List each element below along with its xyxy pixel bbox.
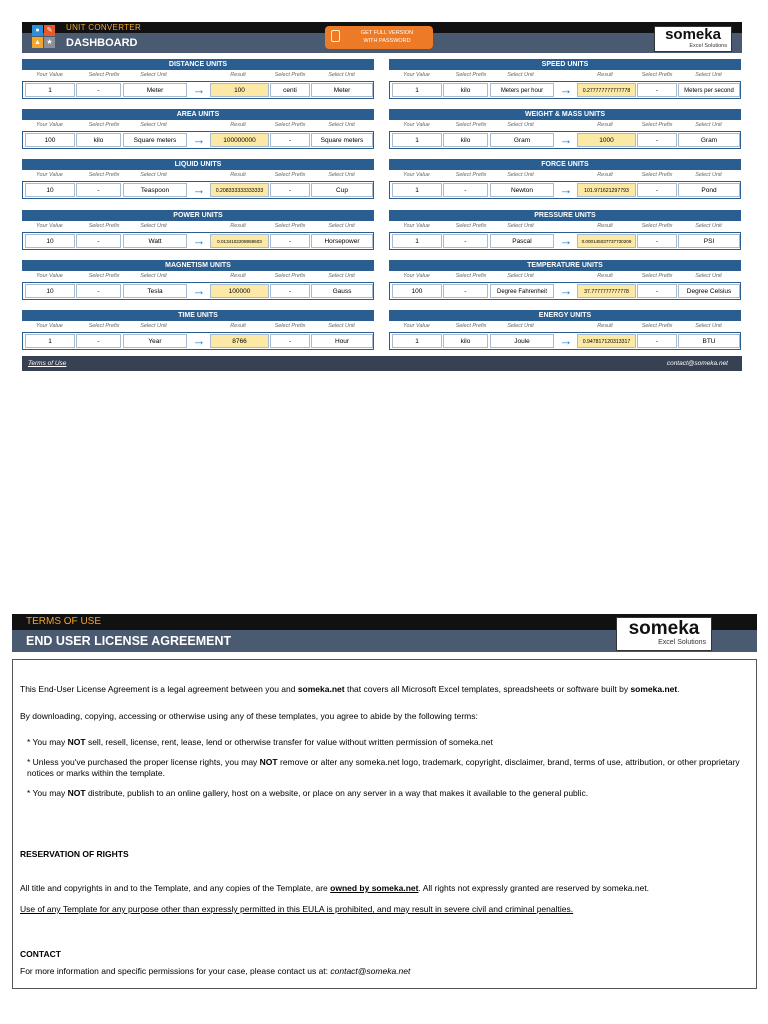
select-unit-dropdown[interactable]: Meters per hour xyxy=(490,83,554,97)
logo-tagline: Excel Solutions xyxy=(689,43,727,49)
select-unit-dropdown[interactable]: Watt xyxy=(123,234,187,248)
column-header-select-unit: Select Unit xyxy=(507,273,534,279)
reservation-heading: RESERVATION OF RIGHTS xyxy=(20,849,129,859)
column-header-select-prefix: Select Prefix xyxy=(274,223,306,229)
your-value-input[interactable]: 1 xyxy=(392,183,442,197)
arrow-right-icon: → xyxy=(559,283,573,298)
result-unit-dropdown[interactable]: PSI xyxy=(678,234,740,248)
select-prefix-dropdown[interactable]: - xyxy=(76,334,121,348)
result-unit-dropdown[interactable]: Pond xyxy=(678,183,740,197)
your-value-input[interactable]: 10 xyxy=(25,234,75,248)
contact-text: For more information and specific permissions for your case, please contact us at: xyxy=(20,966,331,976)
column-header-select-unit: Select Unit xyxy=(328,72,355,78)
result-unit-dropdown[interactable]: Meter xyxy=(311,83,373,97)
select-prefix-dropdown[interactable]: kilo xyxy=(443,334,488,348)
select-unit-dropdown[interactable]: Teaspoon xyxy=(123,183,187,197)
result-unit-dropdown[interactable]: BTU xyxy=(678,334,740,348)
converter-panel-weight-mass-units xyxy=(389,109,741,149)
column-header-your-value: Your Value xyxy=(36,273,63,279)
your-value-input[interactable]: 1 xyxy=(25,334,75,348)
column-header-result: Result xyxy=(230,273,246,279)
column-header-result: Result xyxy=(230,323,246,329)
intro-text: . xyxy=(677,684,680,694)
converter-panel-energy-units xyxy=(389,310,741,350)
result-value: 37.7777777777778 xyxy=(577,284,636,298)
column-headers xyxy=(389,321,741,332)
panel-title: POWER UNITS xyxy=(22,210,374,221)
dashboard-footer xyxy=(22,356,742,371)
panel-title: LIQUID UNITS xyxy=(22,159,374,170)
arrow-right-icon: → xyxy=(192,82,206,97)
column-header-result: Result xyxy=(597,323,613,329)
arrow-right-icon: → xyxy=(559,82,573,97)
rule-emphasis: NOT xyxy=(67,737,86,747)
eula-body xyxy=(12,659,757,989)
column-header-select-prefix: Select Prefix xyxy=(88,172,120,178)
converter-row xyxy=(22,131,374,149)
column-header-result: Result xyxy=(597,273,613,279)
select-unit-dropdown[interactable]: Square meters xyxy=(123,133,187,147)
converter-panel-temperature-units xyxy=(389,260,741,300)
result-prefix-dropdown[interactable]: - xyxy=(270,183,310,197)
column-header-select-unit: Select Unit xyxy=(507,223,534,229)
column-header-select-prefix: Select Prefix xyxy=(641,223,673,229)
contact-heading: CONTACT xyxy=(20,949,61,959)
eula-rule-1 xyxy=(27,737,752,748)
column-header-select-prefix: Select Prefix xyxy=(455,223,487,229)
column-header-select-unit: Select Unit xyxy=(695,273,722,279)
column-header-your-value: Your Value xyxy=(36,223,63,229)
column-header-select-unit: Select Unit xyxy=(328,273,355,279)
arrow-right-icon: → xyxy=(192,182,206,197)
column-header-select-unit: Select Unit xyxy=(695,223,722,229)
your-value-input[interactable]: 1 xyxy=(392,234,442,248)
result-prefix-dropdown[interactable]: - xyxy=(637,284,677,298)
rule-text: sell, resell, license, rent, lease, lend or otherwise transfer for value without written permission of someka.net xyxy=(85,737,493,747)
terms-of-use-link[interactable]: Terms of Use xyxy=(28,360,67,367)
column-header-select-unit: Select Unit xyxy=(695,72,722,78)
column-header-select-prefix: Select Prefix xyxy=(641,72,673,78)
column-header-select-unit: Select Unit xyxy=(507,172,534,178)
column-headers xyxy=(389,221,741,232)
result-prefix-dropdown[interactable]: centi xyxy=(270,83,310,97)
result-value: 100000000 xyxy=(210,133,269,147)
converter-row xyxy=(22,81,374,99)
result-value: 0.947817120313317 xyxy=(577,334,636,348)
column-headers xyxy=(22,221,374,232)
eula-title: END USER LICENSE AGREEMENT xyxy=(26,634,232,648)
column-header-select-prefix: Select Prefix xyxy=(88,72,120,78)
converter-panel-time-units xyxy=(22,310,374,350)
column-header-your-value: Your Value xyxy=(403,172,430,178)
lock-icon xyxy=(331,30,340,42)
rights-text: All title and copyrights in and to the Template, and any copies of the Template, are xyxy=(20,883,331,893)
result-value: 101.971621297793 xyxy=(577,183,636,197)
column-header-your-value: Your Value xyxy=(403,223,430,229)
rule-text: * You may xyxy=(27,737,68,747)
select-unit-dropdown[interactable]: Pascal xyxy=(490,234,554,248)
select-unit-dropdown[interactable]: Meter xyxy=(123,83,187,97)
result-unit-dropdown[interactable]: Hour xyxy=(311,334,373,348)
column-header-result: Result xyxy=(597,72,613,78)
select-prefix-dropdown[interactable]: - xyxy=(76,234,121,248)
panel-title: TEMPERATURE UNITS xyxy=(389,260,741,271)
app-icon-tile-orange: ▲ xyxy=(32,37,43,48)
result-unit-dropdown[interactable]: Horsepower xyxy=(311,234,373,248)
column-header-result: Result xyxy=(230,223,246,229)
converter-panel-force-units xyxy=(389,159,741,199)
select-unit-dropdown[interactable]: Tesla xyxy=(123,284,187,298)
column-headers xyxy=(22,271,374,282)
select-unit-dropdown[interactable]: Joule xyxy=(490,334,554,348)
someka-logo xyxy=(654,26,732,52)
column-header-select-prefix: Select Prefix xyxy=(641,323,673,329)
rule-text: * Unless you've purchased the proper license rights, you may xyxy=(27,757,260,767)
result-prefix-dropdown[interactable]: - xyxy=(637,83,677,97)
result-prefix-dropdown[interactable]: - xyxy=(270,284,310,298)
result-unit-dropdown[interactable]: Square meters xyxy=(311,133,373,147)
rule-emphasis: NOT xyxy=(259,757,278,767)
your-value-input[interactable]: 1 xyxy=(392,334,442,348)
column-headers xyxy=(22,70,374,81)
panel-title: PRESSURE UNITS xyxy=(389,210,741,221)
column-header-select-unit: Select Unit xyxy=(328,172,355,178)
full-version-line1: GET FULL VERSION xyxy=(360,30,414,36)
result-unit-dropdown[interactable]: Gauss xyxy=(311,284,373,298)
column-header-select-prefix: Select Prefix xyxy=(455,72,487,78)
full-version-label xyxy=(343,29,431,45)
result-value: 100 xyxy=(210,83,269,97)
column-headers xyxy=(389,120,741,131)
eula-rule-2 xyxy=(27,757,742,779)
dashboard-title: DASHBOARD xyxy=(66,37,138,49)
column-header-select-unit: Select Unit xyxy=(328,122,355,128)
column-header-your-value: Your Value xyxy=(403,72,430,78)
column-headers xyxy=(22,321,374,332)
column-header-select-prefix: Select Prefix xyxy=(274,273,306,279)
select-prefix-dropdown[interactable]: - xyxy=(443,234,488,248)
select-unit-dropdown[interactable]: Year xyxy=(123,334,187,348)
column-header-your-value: Your Value xyxy=(36,72,63,78)
column-header-your-value: Your Value xyxy=(403,323,430,329)
result-prefix-dropdown[interactable]: - xyxy=(270,133,310,147)
column-header-select-prefix: Select Prefix xyxy=(274,323,306,329)
contact-email-link[interactable]: contact@someka.net xyxy=(666,360,728,367)
rights-text: . All rights not expressly granted are reserved by someka.net. xyxy=(418,883,650,893)
column-header-select-prefix: Select Prefix xyxy=(88,223,120,229)
your-value-input[interactable]: 1 xyxy=(25,83,75,97)
arrow-right-icon: → xyxy=(559,333,573,348)
select-prefix-dropdown[interactable]: - xyxy=(76,83,121,97)
your-value-input[interactable]: 10 xyxy=(25,284,75,298)
rule-text: * You may xyxy=(27,788,68,798)
converter-panel-speed-units xyxy=(389,59,741,99)
column-header-result: Result xyxy=(597,122,613,128)
converter-panel-pressure-units xyxy=(389,210,741,250)
column-header-your-value: Your Value xyxy=(36,172,63,178)
converter-panel-liquid-units xyxy=(22,159,374,199)
intro-text: This End-User License Agreement is a legal agreement between you and xyxy=(20,684,298,694)
arrow-right-icon: → xyxy=(559,182,573,197)
logo-tagline: Excel Solutions xyxy=(658,639,706,646)
column-header-select-unit: Select Unit xyxy=(140,122,167,128)
column-header-select-prefix: Select Prefix xyxy=(274,172,306,178)
select-prefix-dropdown[interactable]: - xyxy=(443,284,488,298)
select-prefix-dropdown[interactable]: - xyxy=(443,183,488,197)
column-header-select-prefix: Select Prefix xyxy=(88,273,120,279)
panel-title: FORCE UNITS xyxy=(389,159,741,170)
full-version-line2: WITH PASSWORD xyxy=(363,38,411,44)
column-headers xyxy=(389,271,741,282)
intro-text: that covers all Microsoft Excel templates, spreadsheets or software built by xyxy=(344,684,631,694)
column-header-select-prefix: Select Prefix xyxy=(274,122,306,128)
converter-row xyxy=(22,232,374,250)
column-header-result: Result xyxy=(230,72,246,78)
result-value: 0.0134102208959503 xyxy=(210,234,269,248)
column-header-select-unit: Select Unit xyxy=(140,72,167,78)
column-header-select-prefix: Select Prefix xyxy=(455,273,487,279)
eula-rights xyxy=(20,883,745,894)
eula-intro xyxy=(20,684,745,695)
select-unit-dropdown[interactable]: Newton xyxy=(490,183,554,197)
app-title: UNIT CONVERTER xyxy=(66,23,142,32)
result-value: 8766 xyxy=(210,334,269,348)
converter-row xyxy=(22,282,374,300)
column-headers xyxy=(22,120,374,131)
converter-panel-magnetism-units xyxy=(22,260,374,300)
column-header-select-prefix: Select Prefix xyxy=(88,122,120,128)
column-header-select-unit: Select Unit xyxy=(695,323,722,329)
panel-title: AREA UNITS xyxy=(22,109,374,120)
converter-row xyxy=(22,181,374,199)
column-header-result: Result xyxy=(230,122,246,128)
converter-row xyxy=(389,81,741,99)
select-unit-dropdown[interactable]: Gram xyxy=(490,133,554,147)
eula-rule-3 xyxy=(27,788,752,799)
column-headers xyxy=(389,170,741,181)
result-prefix-dropdown[interactable]: - xyxy=(270,334,310,348)
column-header-select-prefix: Select Prefix xyxy=(88,323,120,329)
column-header-select-prefix: Select Prefix xyxy=(641,273,673,279)
select-unit-dropdown[interactable]: Degree Fahrenheit xyxy=(490,284,554,298)
intro-brand: someka.net xyxy=(297,684,345,694)
column-header-select-unit: Select Unit xyxy=(140,223,167,229)
select-prefix-dropdown[interactable]: - xyxy=(76,284,121,298)
column-header-your-value: Your Value xyxy=(403,273,430,279)
result-prefix-dropdown[interactable]: - xyxy=(637,234,677,248)
app-icon-tile-red: ✎ xyxy=(44,25,55,36)
arrow-right-icon: → xyxy=(559,233,573,248)
converter-row xyxy=(389,332,741,350)
column-header-select-prefix: Select Prefix xyxy=(455,323,487,329)
column-header-select-unit: Select Unit xyxy=(140,323,167,329)
eula-download-terms: By downloading, copying, accessing or otherwise using any of these templates, you agree to abide by the following terms: xyxy=(20,711,478,721)
converter-row xyxy=(389,181,741,199)
your-value-input[interactable]: 1 xyxy=(392,133,442,147)
column-header-select-prefix: Select Prefix xyxy=(641,122,673,128)
select-prefix-dropdown[interactable]: kilo xyxy=(443,83,488,97)
logo-name: someka xyxy=(628,618,700,639)
converter-row xyxy=(22,332,374,350)
result-prefix-dropdown[interactable]: - xyxy=(637,183,677,197)
result-unit-dropdown[interactable]: Meters per second xyxy=(678,83,740,97)
converter-panel-power-units xyxy=(22,210,374,250)
result-value: 0.277777777777778 xyxy=(577,83,636,97)
panel-title: DISTANCE UNITS xyxy=(22,59,374,70)
arrow-right-icon: → xyxy=(192,132,206,147)
intro-brand: someka.net xyxy=(630,684,678,694)
converter-panel-distance-units xyxy=(22,59,374,99)
column-header-select-prefix: Select Prefix xyxy=(455,122,487,128)
eula-header xyxy=(12,614,757,652)
column-header-your-value: Your Value xyxy=(403,122,430,128)
column-header-result: Result xyxy=(597,223,613,229)
panel-title: WEIGHT & MASS UNITS xyxy=(389,109,741,120)
column-headers xyxy=(22,170,374,181)
someka-logo-eula xyxy=(616,617,712,651)
terms-of-use-title: TERMS OF USE xyxy=(26,616,102,627)
rule-emphasis: NOT xyxy=(67,788,86,798)
result-value: 0.000145037737730209 xyxy=(577,234,636,248)
panel-title: TIME UNITS xyxy=(22,310,374,321)
converter-row xyxy=(389,131,741,149)
arrow-right-icon: → xyxy=(192,283,206,298)
column-header-select-unit: Select Unit xyxy=(328,223,355,229)
logo-name: someka xyxy=(665,26,721,43)
column-header-select-prefix: Select Prefix xyxy=(274,72,306,78)
get-full-version-button[interactable] xyxy=(325,26,433,49)
column-header-select-prefix: Select Prefix xyxy=(641,172,673,178)
result-prefix-dropdown[interactable]: - xyxy=(637,133,677,147)
column-header-select-unit: Select Unit xyxy=(328,323,355,329)
panel-title: ENERGY UNITS xyxy=(389,310,741,321)
your-value-input[interactable]: 100 xyxy=(392,284,442,298)
arrow-right-icon: → xyxy=(192,333,206,348)
result-value: 1000 xyxy=(577,133,636,147)
panel-title: MAGNETISM UNITS xyxy=(22,260,374,271)
rule-text: distribute, publish to an online gallery, host on a website, or place on any server in a way that makes it available to the general public. xyxy=(85,788,589,798)
arrow-right-icon: → xyxy=(559,132,573,147)
select-prefix-dropdown[interactable]: - xyxy=(76,183,121,197)
result-prefix-dropdown[interactable]: - xyxy=(270,234,310,248)
rights-owner: owned by someka.net xyxy=(330,883,419,893)
converter-panel-area-units xyxy=(22,109,374,149)
rule-text: remove or alter any someka.net logo, trademark, copyright, disclaimer, brand, terms of use, attribution, or other proprietary notices or marks within the template. xyxy=(27,757,740,778)
eula-use-warning: Use of any Template for any purpose other than expressly permitted in this EULA is prohibited, and may result in severe civil and criminal penalties. xyxy=(20,904,574,914)
result-value: 0.208333333333333 xyxy=(210,183,269,197)
column-header-select-unit: Select Unit xyxy=(695,172,722,178)
result-value: 100000 xyxy=(210,284,269,298)
contact-email[interactable]: contact@someka.net xyxy=(330,966,411,976)
column-header-result: Result xyxy=(597,172,613,178)
column-header-select-unit: Select Unit xyxy=(507,122,534,128)
column-header-your-value: Your Value xyxy=(36,122,63,128)
column-header-your-value: Your Value xyxy=(36,323,63,329)
eula-contact xyxy=(20,966,745,977)
your-value-input[interactable]: 1 xyxy=(392,83,442,97)
result-prefix-dropdown[interactable]: - xyxy=(637,334,677,348)
result-unit-dropdown[interactable]: Gram xyxy=(678,133,740,147)
column-headers xyxy=(389,70,741,81)
column-header-select-unit: Select Unit xyxy=(140,172,167,178)
app-icon-tile-gray: ★ xyxy=(44,37,55,48)
arrow-right-icon: → xyxy=(192,233,206,248)
converter-row xyxy=(389,282,741,300)
select-prefix-dropdown[interactable]: kilo xyxy=(443,133,488,147)
result-unit-dropdown[interactable]: Cup xyxy=(311,183,373,197)
select-prefix-dropdown[interactable]: kilo xyxy=(76,133,121,147)
result-unit-dropdown[interactable]: Degree Celsius xyxy=(678,284,740,298)
column-header-select-prefix: Select Prefix xyxy=(455,172,487,178)
column-header-result: Result xyxy=(230,172,246,178)
column-header-select-unit: Select Unit xyxy=(695,122,722,128)
your-value-input[interactable]: 10 xyxy=(25,183,75,197)
panel-title: SPEED UNITS xyxy=(389,59,741,70)
dashboard-header xyxy=(22,22,742,53)
your-value-input[interactable]: 100 xyxy=(25,133,75,147)
column-header-select-unit: Select Unit xyxy=(140,273,167,279)
app-icon-tile-blue: ● xyxy=(32,25,43,36)
column-header-select-unit: Select Unit xyxy=(507,72,534,78)
converter-row xyxy=(389,232,741,250)
column-header-select-unit: Select Unit xyxy=(507,323,534,329)
